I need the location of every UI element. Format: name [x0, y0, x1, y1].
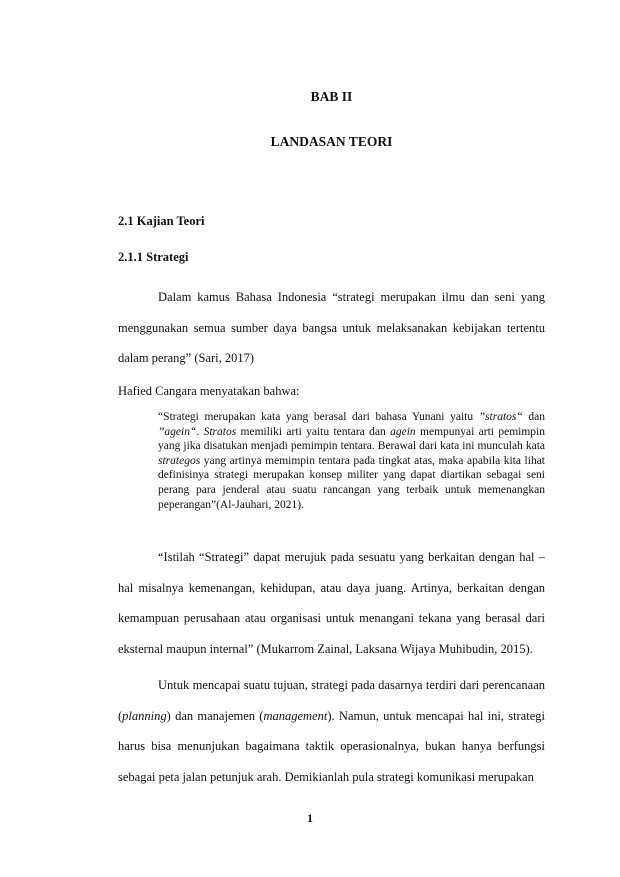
quote-text: memiliki arti yaitu tentara dan — [236, 425, 391, 438]
quote-term: agein — [390, 425, 416, 438]
quote-text: “Strategi merupakan kata yang berasal dari bahasa Yunani yaitu — [158, 411, 479, 423]
quote-term: Stratos — [203, 425, 237, 438]
paragraph-definition: Dalam kamus Bahasa Indonesia “strategi merupakan ilmu dan seni yang menggunakan semua sumber daya bangsa untuk melaksanakan kebijakan tertentu dalam perang” (Sari, 2017) — [118, 290, 545, 365]
paragraph-text: ). Namun, untuk mencapai hal ini, strategi harus bisa menunjukan bagaimana taktik operasionalnya, bukan hanya berfungsi sebagai peta jalan petunjuk arah. Demikianlah pula strategi komunikasi merupakan — [118, 708, 545, 784]
quote-term: ”agein“ — [158, 425, 197, 438]
quote-term: ”stratos“ — [478, 411, 523, 423]
paragraph-istilah: “Istilah “Strategi” dapat merujuk pada sesuatu yang berkaitan dengan hal – hal misalnya kemenangan, kehidupan, atau daya juang. Artinya, berkaitan dengan kemampuan perusahaan atau organisasi untuk menangani tekana yang berasal dari eksternal maupun internal” (Mukarrom Zainal, Laksana Wijaya Muhibudin, 2015). — [118, 550, 545, 656]
quote-text: dan — [522, 411, 545, 423]
quote-text: mempunyai arti pemimpin yang jika disatukan menjadi pemimpin tentara. Berawal dari kata ini munculah kata — [158, 425, 545, 453]
paragraph-text: Untuk mencapai suatu tujuan, strategi pada dasarnya terdiri dari perencanaan ( — [118, 678, 545, 723]
quote-term: strategos — [158, 454, 201, 467]
quote-text: . — [196, 425, 204, 438]
subsection-heading: 2.1.1 Strategi — [118, 250, 189, 264]
paragraph-tujuan — [118, 670, 545, 792]
paragraph-term: planning — [122, 708, 167, 723]
paragraph-term: management — [263, 708, 328, 723]
page-number: 1 — [307, 811, 313, 825]
paragraph-cangara-intro: Hafied Cangara menyatakan bahwa: — [118, 384, 300, 398]
quote-text: yang artinya memimpin tentara pada tingkat atas, maka apabila kita lihat definisinya strategi merupakan konsep militer yang dapat diartikan sebagai seni perang para jenderal atau suatu rancangan yang terbaik untuk memenangkan peperangan”(Al-Jauhari, 2021). — [158, 454, 545, 511]
paragraph-text: ) dan manajemen ( — [166, 708, 264, 723]
block-quote — [158, 410, 545, 512]
chapter-title: LANDASAN TEORI — [270, 134, 393, 149]
section-heading: 2.1 Kajian Teori — [118, 214, 205, 228]
chapter-heading: BAB II — [310, 89, 353, 104]
